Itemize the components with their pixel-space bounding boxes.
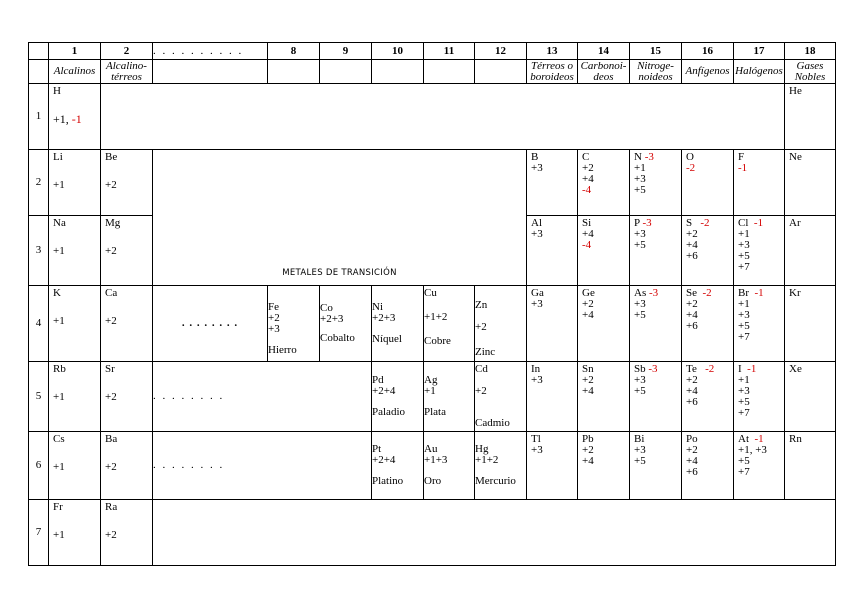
period-number-1: 1 bbox=[29, 84, 49, 150]
group-number-10: 10 bbox=[372, 43, 424, 60]
group-number-2: 2 bbox=[101, 43, 153, 60]
group-number-9: 9 bbox=[320, 43, 372, 60]
group-name-row bbox=[29, 60, 836, 84]
transition-metals-title: METALES DE TRANSICIÓN bbox=[282, 268, 397, 278]
element-Li: Li +1 bbox=[49, 150, 101, 216]
element-Ca: Ca +2 bbox=[101, 286, 153, 362]
element-Sb: Sb -3 +3 +5 bbox=[630, 362, 682, 432]
element-Rn: Rn bbox=[785, 432, 836, 500]
group-number-17: 17 bbox=[734, 43, 785, 60]
empty-gap-period-1 bbox=[101, 84, 785, 150]
empty-cell bbox=[372, 60, 424, 84]
element-Hg: Hg +1+2 Mercurio bbox=[475, 432, 527, 500]
element-F: F -1 bbox=[734, 150, 785, 216]
element-Ag: Ag +1 Plata bbox=[424, 362, 475, 432]
empty-cell bbox=[153, 60, 268, 84]
period-row-2 bbox=[29, 150, 836, 216]
group-number-18: 18 bbox=[785, 43, 836, 60]
group-name-15: Nitroge- noideos bbox=[630, 60, 682, 84]
period-row-4 bbox=[29, 286, 836, 362]
period-row-6 bbox=[29, 432, 836, 500]
element-B: B +3 bbox=[527, 150, 578, 216]
empty-cell bbox=[475, 60, 527, 84]
element-C: C +2 +4 -4 bbox=[578, 150, 630, 216]
empty-cell bbox=[424, 60, 475, 84]
element-Br: Br -1 +1 +3 +5 +7 bbox=[734, 286, 785, 362]
element-Ba: Ba +2 bbox=[101, 432, 153, 500]
element-O: O -2 bbox=[682, 150, 734, 216]
period-number-3: 3 bbox=[29, 216, 49, 286]
transition-gap-dots-6: . . . . . . . . bbox=[153, 432, 372, 500]
element-H: H +1, -1 bbox=[49, 84, 101, 150]
element-Cu: Cu +1+2 Cobre bbox=[424, 286, 475, 362]
periodic-table bbox=[28, 42, 836, 566]
period-row-1 bbox=[29, 84, 836, 150]
element-Cs: Cs +1 bbox=[49, 432, 101, 500]
group-number-16: 16 bbox=[682, 43, 734, 60]
element-Te: Te -2 +2 +4 +6 bbox=[682, 362, 734, 432]
element-Zn: Zn +2 Zinc bbox=[475, 286, 527, 362]
corner-cell bbox=[29, 43, 49, 60]
element-Co: Co +2+3 Cobalto bbox=[320, 286, 372, 362]
element-Fr: Fr +1 bbox=[49, 500, 101, 566]
group-number-14: 14 bbox=[578, 43, 630, 60]
group-number-12: 12 bbox=[475, 43, 527, 60]
group-number-1: 1 bbox=[49, 43, 101, 60]
element-Be: Be +2 bbox=[101, 150, 153, 216]
element-Pb: Pb +2 +4 bbox=[578, 432, 630, 500]
element-Ar: Ar bbox=[785, 216, 836, 286]
empty-cell bbox=[320, 60, 372, 84]
element-Sr: Sr +2 bbox=[101, 362, 153, 432]
group-name-2: Alcalino- térreos bbox=[101, 60, 153, 84]
element-Ra: Ra +2 bbox=[101, 500, 153, 566]
group-number-15: 15 bbox=[630, 43, 682, 60]
element-I: I -1 +1 +3 +5 +7 bbox=[734, 362, 785, 432]
element-He: He bbox=[785, 84, 836, 150]
period-row-5 bbox=[29, 362, 836, 432]
element-Fe: Fe +2 +3 Hierro bbox=[268, 286, 320, 362]
element-Se: Se -2 +2 +4 +6 bbox=[682, 286, 734, 362]
element-Bi: Bi +3 +5 bbox=[630, 432, 682, 500]
element-Rb: Rb +1 bbox=[49, 362, 101, 432]
element-K: K +1 bbox=[49, 286, 101, 362]
element-Ne: Ne bbox=[785, 150, 836, 216]
group-name-13: Térreos o boroideos bbox=[527, 60, 578, 84]
element-At: At -1 +1, +3 +5 +7 bbox=[734, 432, 785, 500]
group-name-18: Gases Nobles bbox=[785, 60, 836, 84]
empty-cell bbox=[29, 60, 49, 84]
element-Ga: Ga +3 bbox=[527, 286, 578, 362]
group-number-11: 11 bbox=[424, 43, 475, 60]
group-name-1: Alcalinos bbox=[49, 60, 101, 84]
element-Ni: Ni +2+3 Níquel bbox=[372, 286, 424, 362]
transition-metals-block bbox=[153, 150, 527, 286]
group-name-16: Anfígenos bbox=[682, 60, 734, 84]
element-P: P -3 +3 +5 bbox=[630, 216, 682, 286]
element-Na: Na +1 bbox=[49, 216, 101, 286]
element-Tl: Tl +3 bbox=[527, 432, 578, 500]
group-name-17: Halógenos bbox=[734, 60, 785, 84]
period-number-4: 4 bbox=[29, 286, 49, 362]
element-N: N -3 +1 +3 +5 bbox=[630, 150, 682, 216]
element-Ge: Ge +2 +4 bbox=[578, 286, 630, 362]
empty-gap-period-7 bbox=[153, 500, 836, 566]
element-Pt: Pt +2+4 Platino bbox=[372, 432, 424, 500]
group-number-gap: . . . . . . . . . . bbox=[153, 43, 268, 60]
element-Mg: Mg +2 bbox=[101, 216, 153, 286]
group-number-row bbox=[29, 43, 836, 60]
element-Cd: Cd +2 Cadmio bbox=[475, 362, 527, 432]
element-Pd: Pd +2+4 Paladio bbox=[372, 362, 424, 432]
element-Xe: Xe bbox=[785, 362, 836, 432]
period-number-6: 6 bbox=[29, 432, 49, 500]
transition-gap-dots: . . . . . . . . bbox=[153, 286, 268, 362]
element-Al: Al +3 bbox=[527, 216, 578, 286]
element-In: In +3 bbox=[527, 362, 578, 432]
element-Au: Au +1+3 Oro bbox=[424, 432, 475, 500]
period-number-2: 2 bbox=[29, 150, 49, 216]
element-S: S -2 +2 +4 +6 bbox=[682, 216, 734, 286]
element-Kr: Kr bbox=[785, 286, 836, 362]
element-As: As -3 +3 +5 bbox=[630, 286, 682, 362]
group-name-14: Carbonoi- deos bbox=[578, 60, 630, 84]
empty-cell bbox=[268, 60, 320, 84]
element-Cl: Cl -1 +1 +3 +5 +7 bbox=[734, 216, 785, 286]
group-number-8: 8 bbox=[268, 43, 320, 60]
period-number-5: 5 bbox=[29, 362, 49, 432]
element-Sn: Sn +2 +4 bbox=[578, 362, 630, 432]
period-row-7 bbox=[29, 500, 836, 566]
period-number-7: 7 bbox=[29, 500, 49, 566]
element-Po: Po +2 +4 +6 bbox=[682, 432, 734, 500]
element-Si: Si +4 -4 bbox=[578, 216, 630, 286]
transition-gap-dots-5: . . . . . . . . bbox=[153, 362, 372, 432]
group-number-13: 13 bbox=[527, 43, 578, 60]
